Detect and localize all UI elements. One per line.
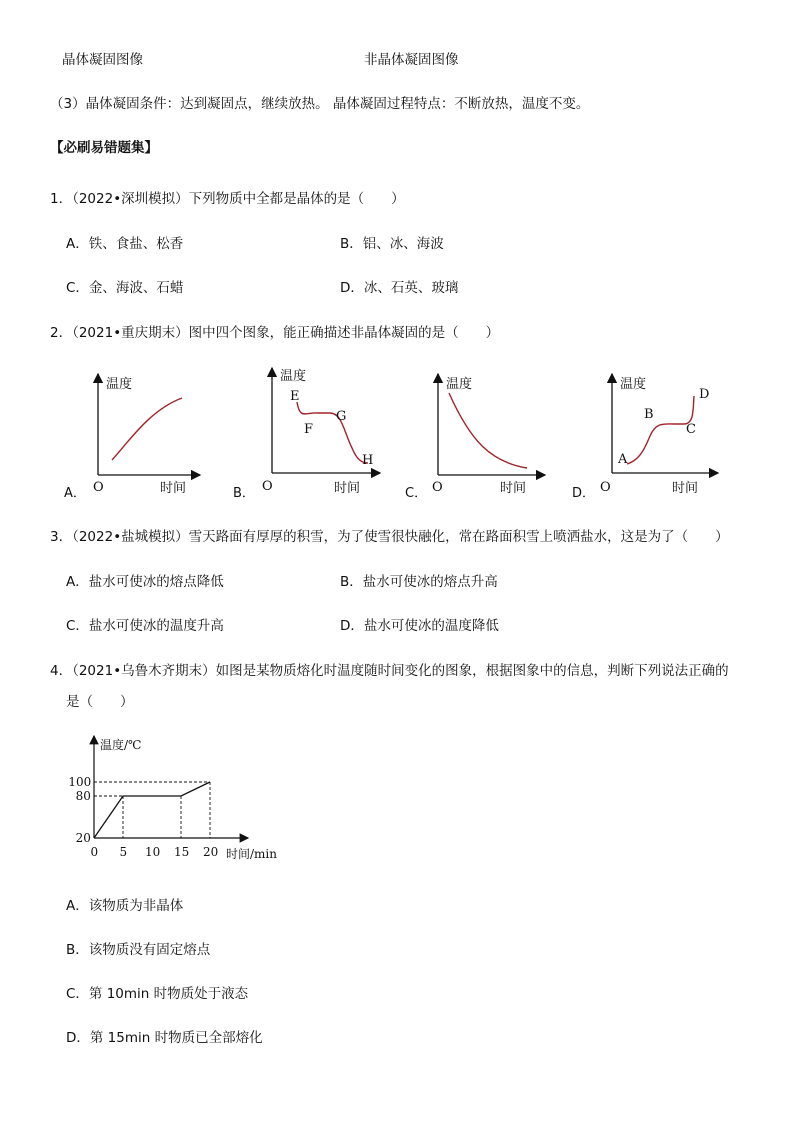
- crystal-graph-caption: 晶体凝固图像: [62, 52, 143, 68]
- q2-graph-a[interactable]: [64, 374, 200, 501]
- q2-graphs: [0, 360, 794, 505]
- graph-d-origin: O: [600, 480, 611, 495]
- graph-d-point-a: A: [618, 452, 628, 467]
- q4-ytick-20: 20: [75, 831, 91, 845]
- graph-b-point-e: E: [290, 389, 300, 404]
- graph-b-ylabel: 温度: [280, 369, 307, 384]
- graph-c-curve: [449, 393, 527, 468]
- q3-option-c[interactable]: C．盐水可使冰的温度升高: [66, 618, 224, 634]
- graph-a-xlabel: 时间: [160, 481, 187, 496]
- graph-b-origin: O: [262, 479, 273, 494]
- graph-d-curve: [627, 396, 694, 464]
- q4-stem-line1: 4．（2021•乌鲁木齐期末）如图是某物质熔化时温度随时间变化的图象，根据图象中的信息，判断下列说法正确的: [50, 663, 729, 679]
- q4-ytick-80: 80: [75, 789, 91, 803]
- q2-graph-b[interactable]: [233, 368, 380, 501]
- graph-a-option: A．: [64, 486, 86, 501]
- graph-c-origin: O: [432, 480, 443, 495]
- graph-b-xlabel: 时间: [334, 481, 361, 496]
- graph-d-point-d: D: [699, 387, 710, 402]
- graph-c-option: C．: [405, 486, 428, 501]
- noncrystal-graph-caption: 非晶体凝固图像: [364, 52, 459, 68]
- q4-stem-line2: 是（ ）: [66, 694, 134, 710]
- q4-option-d[interactable]: D．第 15min 时物质已全部熔化: [66, 1030, 263, 1046]
- q3-option-b[interactable]: B．盐水可使冰的熔点升高: [340, 574, 498, 590]
- q3-option-d[interactable]: D．盐水可使冰的温度降低: [340, 618, 499, 634]
- section-title: 【必刷易错题集】: [50, 140, 158, 156]
- q1-option-c[interactable]: C．金、海波、石蜡: [66, 280, 184, 296]
- graph-d-ylabel: 温度: [620, 377, 647, 392]
- q4-xtick-20: 20: [203, 845, 219, 859]
- q1-option-a[interactable]: A．铁、食盐、松香: [66, 236, 184, 252]
- q4-ylabel: 温度/℃: [100, 738, 142, 752]
- q1-option-d[interactable]: D．冰、石英、玻璃: [340, 280, 459, 296]
- graph-d-point-b: B: [644, 407, 654, 422]
- graph-c-ylabel: 温度: [446, 377, 473, 392]
- q4-xtick-0: 0: [90, 845, 99, 859]
- graph-d-point-c: C: [686, 422, 696, 437]
- q4-xtick-5: 5: [119, 845, 128, 859]
- q4-option-a[interactable]: A．该物质为非晶体: [66, 898, 184, 914]
- graph-a-curve: [112, 398, 182, 460]
- graph-d-xlabel: 时间: [672, 481, 699, 496]
- q3-stem: 3．（2022•盐城模拟）雪天路面有厚厚的积雪，为了使雪很快融化，常在路面积雪上喷洒盐水，这是为了（ ）: [50, 529, 729, 545]
- graph-b-option: B．: [233, 486, 255, 501]
- q1-stem: 1．（2022•深圳模拟）下列物质中全都是晶体的是（ ）: [50, 191, 405, 207]
- q2-stem: 2．（2021•重庆期末）图中四个图象，能正确描述非晶体凝固的是（ ）: [50, 325, 500, 341]
- q4-chart: [60, 730, 300, 870]
- graph-b-point-g: G: [336, 409, 347, 424]
- graph-c-xlabel: 时间: [500, 481, 527, 496]
- q4-data-line: [94, 782, 210, 838]
- graph-a-ylabel: 温度: [106, 377, 133, 392]
- graph-b-point-h: H: [362, 453, 374, 468]
- q1-option-b[interactable]: B．铝、冰、海波: [340, 236, 444, 252]
- q4-option-c[interactable]: C．第 10min 时物质处于液态: [66, 986, 249, 1002]
- q4-option-b[interactable]: B．该物质没有固定熔点: [66, 942, 211, 958]
- q3-option-a[interactable]: A．盐水可使冰的熔点降低: [66, 574, 224, 590]
- q2-graph-d[interactable]: [572, 374, 718, 501]
- q4-xtick-15: 15: [174, 845, 190, 859]
- note-3: （3）晶体凝固条件：达到凝固点，继续放热。 晶体凝固过程特点：不断放热，温度不变。: [50, 96, 590, 112]
- q2-graph-c[interactable]: [405, 374, 545, 501]
- graph-a-origin: O: [93, 480, 104, 495]
- q4-ytick-100: 100: [68, 775, 92, 789]
- q4-tick-labels: [68, 775, 218, 859]
- q4-xlabel: 时间/min: [226, 847, 277, 861]
- graph-d-option: D．: [572, 486, 596, 501]
- q4-xtick-10: 10: [145, 845, 161, 859]
- graph-b-point-f: F: [304, 422, 314, 437]
